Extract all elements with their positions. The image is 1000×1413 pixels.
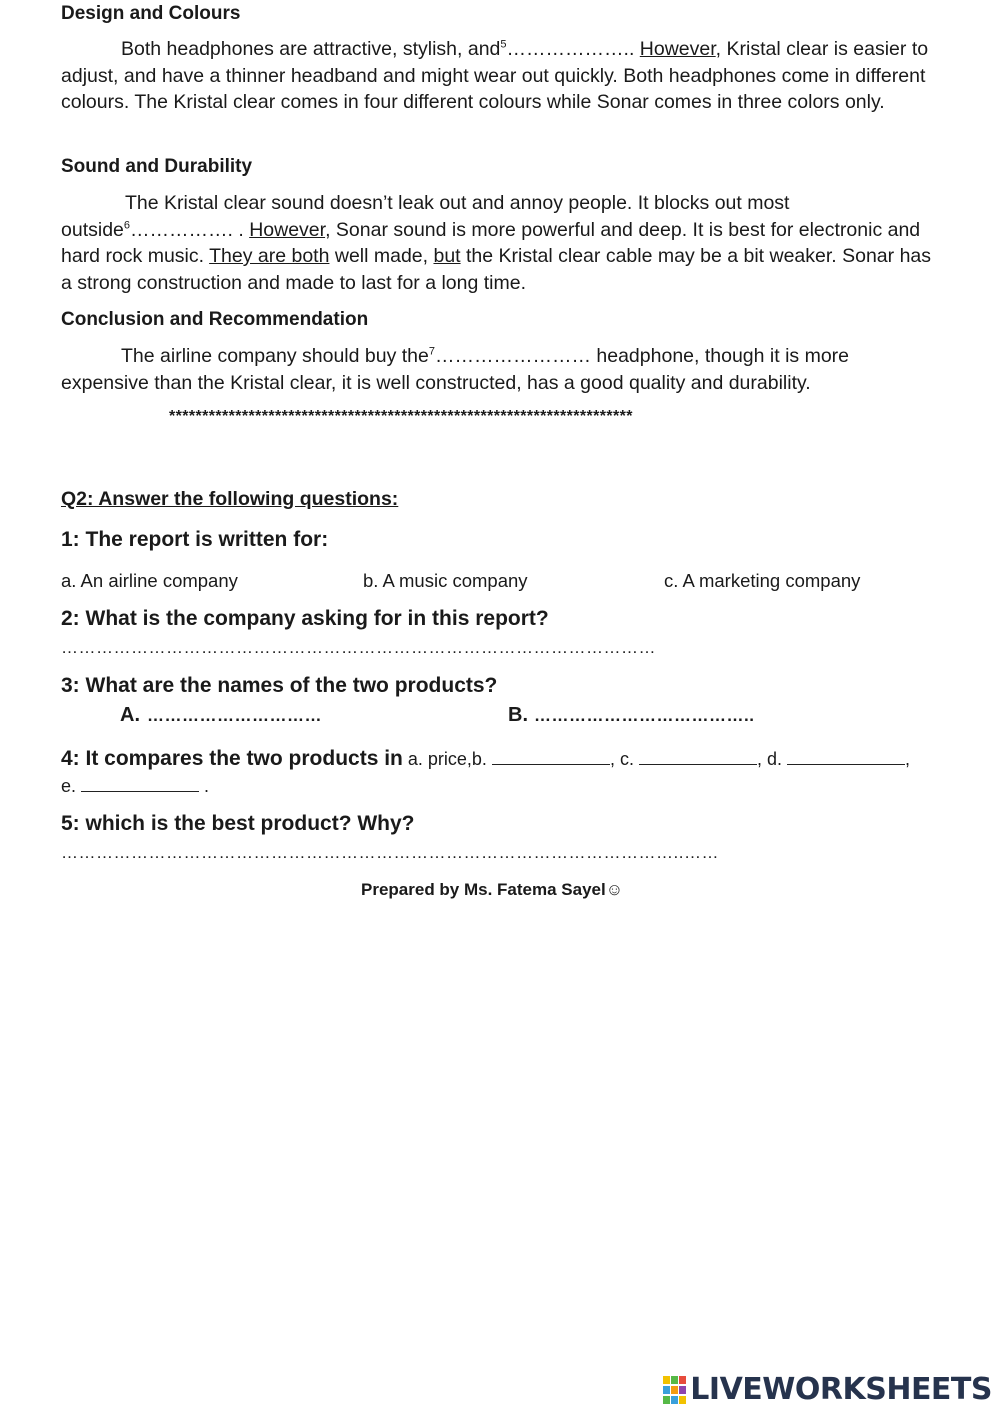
paragraph-sound: The Kristal clear sound doesn’t leak out and annoy people. It blocks out most outside$^6$……………. . However, Sonar sound is more powerful and deep. It is best for electronic and hard rock music. They are both well made, but the Kristal clear cable may be a bit weaker. Sonar has a strong construction and made to last for a long time.	[61, 192, 932, 294]
blank-7[interactable]: ……………………	[434, 345, 591, 367]
star-divider: **********************************************************************	[169, 408, 633, 425]
heading-conclusion: Conclusion and Recommendation	[61, 309, 369, 330]
question-3: 3: What are the names of the two products?	[61, 674, 498, 697]
heading-sound: Sound and Durability	[61, 156, 253, 177]
question-4-line-2: e. .	[61, 776, 210, 796]
paragraph-design: Both headphones are attractive, stylish, and$^5$……………….. However, Kristal clear is easier to adjust, and have a thinner headband and might wear out quickly. Both headphones come in different colours. The Kristal clear comes in four different colours while Sonar comes in three colors only.	[61, 38, 929, 113]
blank-6[interactable]: ……………. .	[130, 218, 250, 241]
blank-4d[interactable]	[787, 750, 905, 765]
answer-3a-field[interactable]: …………………………	[147, 706, 322, 725]
blank-4b[interactable]	[492, 750, 610, 765]
question-4: 4: It compares the two products in a. price,b. , c. , d. ,	[61, 747, 910, 770]
prepared-by: Prepared by Ms. Fatema Sayel☺	[361, 880, 624, 899]
question-1-options	[61, 570, 941, 598]
blank-4c[interactable]	[639, 750, 757, 765]
question-2: 2: What is the company asking for in this report?	[61, 607, 549, 630]
option-airline[interactable]: a. An airline company	[61, 570, 238, 591]
logo-text: LIVEWORKSHEETS	[690, 1372, 992, 1407]
question-1: 1: The report is written for:	[61, 528, 329, 551]
blank-4e[interactable]	[81, 777, 199, 792]
q2-title: Q2: Answer the following questions:	[61, 488, 399, 510]
paragraph-conclusion: The airline company should buy the$^7$…………………… headphone, though it is more expensive than the Kristal clear, it is well constructed, has a good quality and durability.	[61, 345, 849, 394]
answer-2-field[interactable]: …………………………………………………………………………………………	[61, 638, 656, 657]
liveworksheets-logo[interactable]	[662, 1372, 992, 1407]
answer-5-field[interactable]: ……………………………………………………………………………………………..……	[61, 843, 719, 862]
question-3-answers: A. ………………………… B. ………………………………..	[120, 704, 755, 726]
option-music[interactable]: b. A music company	[363, 570, 528, 591]
option-marketing[interactable]: c. A marketing company	[664, 570, 861, 591]
answer-3b-field[interactable]: ………………………………..	[534, 706, 755, 725]
heading-design: Design and Colours	[61, 3, 241, 24]
question-5: 5: which is the best product? Why?	[61, 812, 415, 835]
blank-5[interactable]: ………………..	[506, 38, 635, 60]
liveworksheets-logo-icon	[662, 1375, 688, 1405]
